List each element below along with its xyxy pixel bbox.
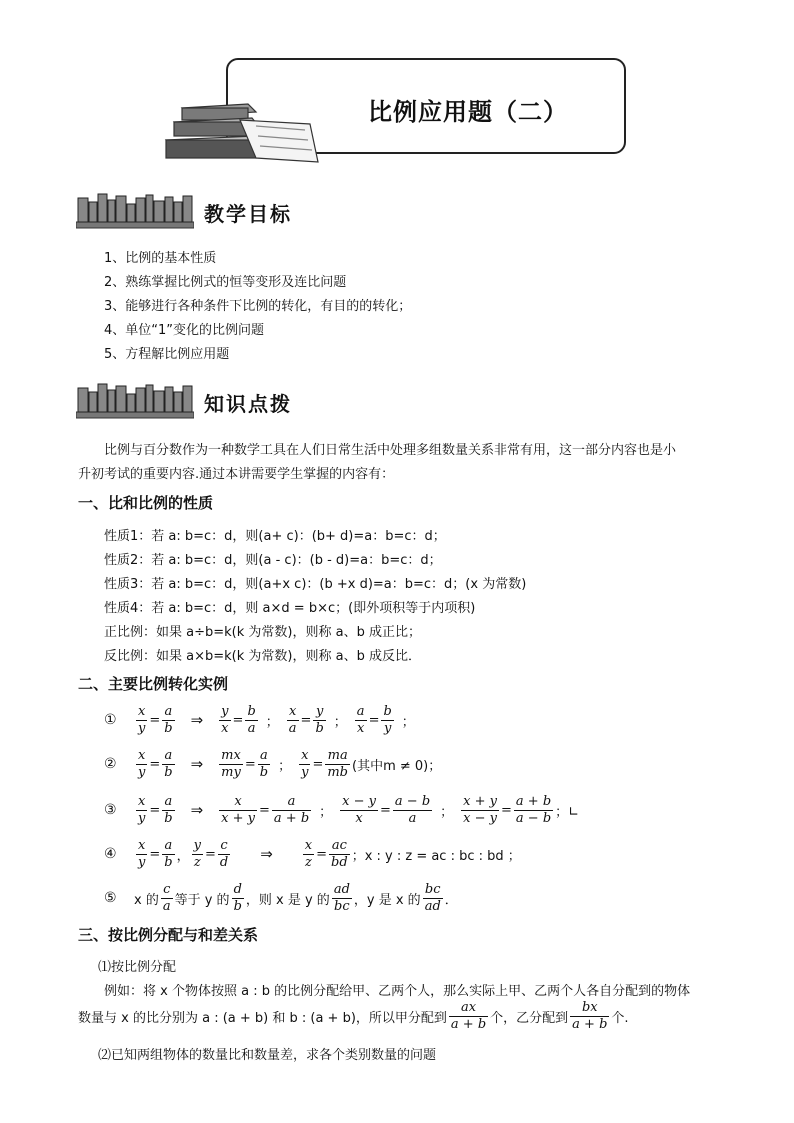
intro-line-1: 比例与百分数作为一种数学工具在人们日常生活中处理多组数量关系非常有用，这一部分内容也是小 xyxy=(104,443,677,458)
text-segment: ，则 x 是 y 的 xyxy=(245,892,330,908)
row-tail: ；∟ xyxy=(555,804,580,820)
continued-ratio: ；x : y : z = ac : bc : bd ； xyxy=(351,848,521,864)
section-title-goals: 教学目标 xyxy=(204,202,292,226)
text-segment: 等于 y 的 xyxy=(174,892,230,908)
heading-part1: 一、比和比例的性质 xyxy=(78,494,214,512)
separator: ； xyxy=(333,714,347,730)
fraction: $\frac{x}{y}$ xyxy=(138,703,146,736)
marker: ② xyxy=(104,756,117,772)
conversion-row-1: ① $\frac{x}{y}$ = $\frac{a}{b}$ ⇒ $\frac{y}{x}$ = $\frac{b}{a}$ ； $\frac{x}{a}$ = $\frac{y}{b}$ ； $\frac{a}{x}$ = $\frac{b}{y}$ ； xyxy=(104,703,415,736)
conversion-row-4: ④ $\frac{x}{y}$ = $\frac{a}{b}$ ， $\frac{y}{z}$ = $\frac{c}{d}$ ⇒ $\frac{x}{z}$ = $\frac{ac}{bd}$ ；x : y : z = ac : bc : bd ； xyxy=(104,837,521,870)
subheading: ⑵已知两组物体的数量比和数量差，求各个类别数量的问题 xyxy=(98,1048,437,1063)
conversion-row-3: ③ $\frac{x}{y}$ = $\frac{a}{b}$ ⇒ $\frac{x}{x + y}$ = $\frac{a}{a + b}$ ； $\frac{x - y}{x}$ = $\frac{a - b}{a}$ ； $\frac{x + y}{x - y}$ = $\frac{a + b}{a - b}$ ；∟ xyxy=(104,793,580,826)
heading-part3: 三、按比例分配与和差关系 xyxy=(78,926,259,944)
conversion-row-5: ⑤ x 的 $\frac{c}{a}$ 等于 y 的 $\frac{d}{b}$ ，则 x 是 y 的 $\frac{ad}{bc}$ ，y 是 x 的 $\frac{bc}{ad}$ ． xyxy=(104,881,458,914)
text-segment: 个，乙分配到 xyxy=(490,1010,569,1026)
goal-item: 5、方程解比例应用题 xyxy=(104,347,230,362)
bookshelf-icon xyxy=(76,192,194,230)
marker: ① xyxy=(104,712,117,728)
separator: ； xyxy=(278,758,292,774)
property-line: 性质3：若 a: b=c：d，则(a+x c)：(b +x d)=a：b=c：d；(x 为常数) xyxy=(104,577,527,592)
marker: ④ xyxy=(104,846,117,862)
goal-item: 3、能够进行各种条件下比例的转化，有目的的转化； xyxy=(104,299,412,314)
property-line: 性质2：若 a: b=c：d，则(a - c)：(b - d)=a：b=c：d； xyxy=(104,553,442,568)
implies-arrow: ⇒ xyxy=(190,755,204,773)
text-segment: 个. xyxy=(611,1010,629,1026)
property-line: 性质1：若 a: b=c：d，则(a+ c)：(b+ d)=a：b=c：d； xyxy=(104,529,446,544)
property-line: 反比例：如果 a×b=k(k 为常数)，则称 a、b 成反比． xyxy=(104,649,421,664)
separator: ； xyxy=(440,804,454,820)
section-title-knowledge: 知识点拨 xyxy=(204,392,292,416)
separator: ； xyxy=(319,804,333,820)
conversion-row-2: ② $\frac{x}{y}$ = $\frac{a}{b}$ ⇒ $\frac{mx}{my}$ = $\frac{a}{b}$ ； $\frac{x}{y}$ = $\frac{ma}{mb}$ (其中m ≠ 0)； xyxy=(104,747,442,780)
subheading: ⑴按比例分配 xyxy=(98,960,177,975)
property-line: 性质4：若 a: b=c：d，则 a×d = b×c；(即外项积等于内项积) xyxy=(104,601,476,616)
separator: ； xyxy=(265,714,279,730)
implies-arrow: ⇒ xyxy=(260,845,273,863)
property-line: 正比例：如果 a÷b=k(k 为常数)，则称 a、b 成正比； xyxy=(104,625,421,640)
condition-note: (其中m ≠ 0)； xyxy=(352,758,442,774)
text-segment: ，y 是 x 的 xyxy=(353,892,421,908)
text-segment: 数量与 x 的比分别为 a : (a + b) 和 b : (a + b)，所以甲分配到 xyxy=(78,1010,447,1026)
example-line-1: 例如：将 x 个物体按照 a : b 的比例分配给甲、乙两个人，那么实际上甲、乙两个人各自分配到的物体 xyxy=(104,984,691,999)
goal-item: 4、单位“1”变化的比例问题 xyxy=(104,323,265,338)
heading-part2: 二、主要比例转化实例 xyxy=(78,675,229,693)
fraction: $\frac{a}{b}$ xyxy=(164,703,173,736)
text-segment: ． xyxy=(444,892,458,908)
separator: ； xyxy=(401,714,415,730)
example-line-2: 数量与 x 的比分别为 a : (a + b) 和 b : (a + b)，所以甲分配到 $\frac{ax}{a + b}$ 个，乙分配到 $\frac{bx}{a + b}$ 个. xyxy=(78,999,629,1032)
page-title: 比例应用题（二） xyxy=(368,98,568,126)
marker: ③ xyxy=(104,802,117,818)
implies-arrow: ⇒ xyxy=(190,801,204,819)
goal-item: 2、熟练掌握比例式的恒等变形及连比问题 xyxy=(104,275,347,290)
bookshelf-icon xyxy=(76,382,194,420)
implies-arrow: ⇒ xyxy=(190,711,204,729)
marker: ⑤ xyxy=(104,890,117,906)
goal-item: 1、比例的基本性质 xyxy=(104,251,217,266)
books-icon xyxy=(160,100,320,170)
text-segment: x 的 xyxy=(134,892,159,908)
intro-line-2: 升初考试的重要内容.通过本讲需要学生掌握的内容有： xyxy=(78,467,395,482)
